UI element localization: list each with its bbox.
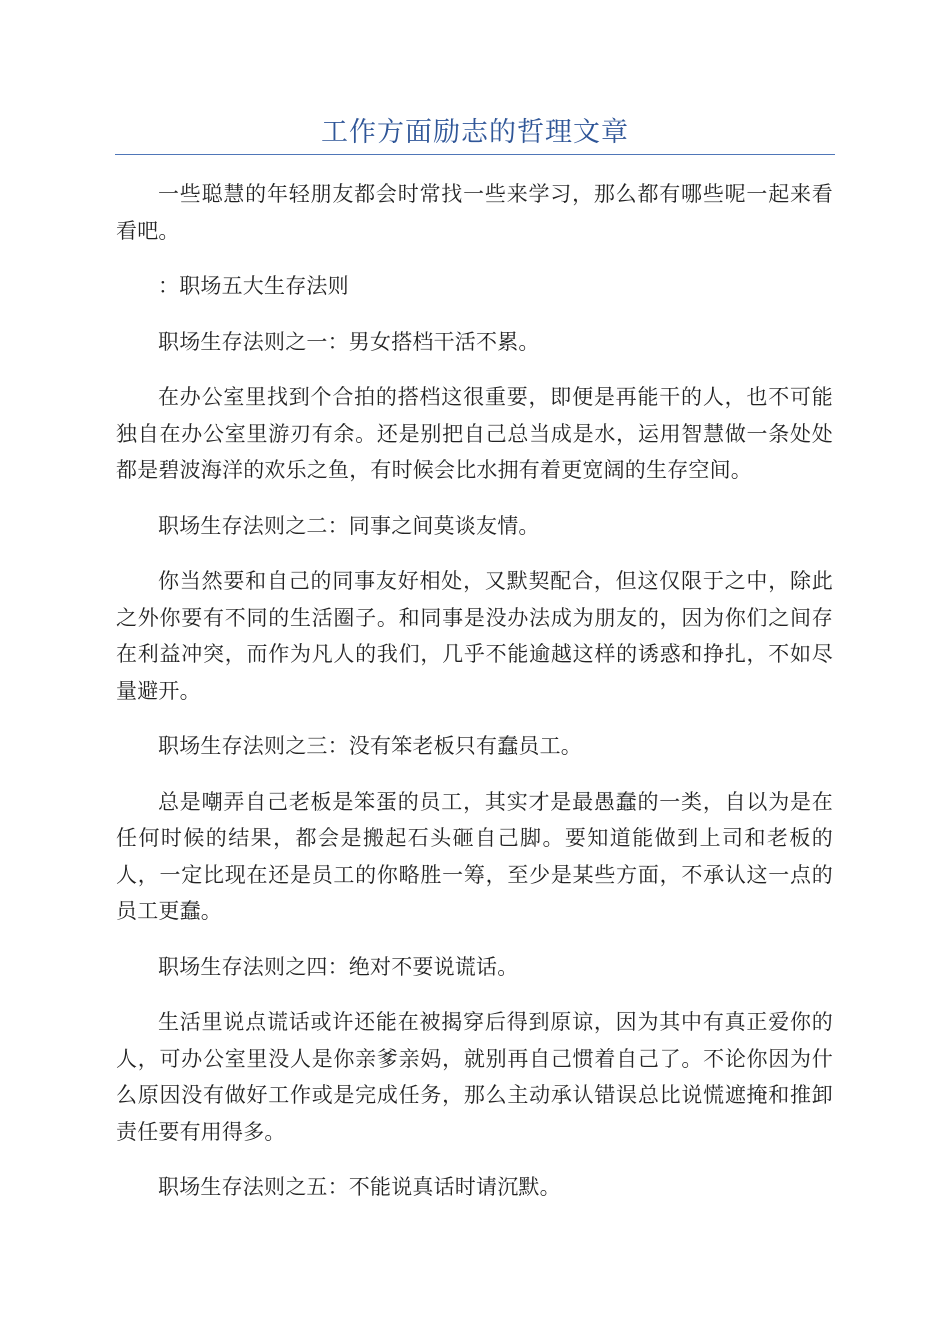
paragraph-rule-4-heading: 职场生存法则之四：绝对不要说谎话。 [158, 954, 519, 979]
title-underline [115, 154, 835, 155]
paragraph-rule-3-heading: 职场生存法则之三：没有笨老板只有蠢员工。 [158, 734, 582, 758]
paragraph-rule-1-heading: 职场生存法则之一：男女搭档干活不累。 [158, 329, 540, 354]
document-body [116, 176, 833, 1225]
paragraph-intro: 一些聪慧的年轻朋友都会时常找一些来学习，那么都有哪些呢一起来看看吧。 [116, 182, 833, 243]
paragraph-rule-2-heading: 职场生存法则之二：同事之间莫谈友情。 [158, 513, 540, 538]
paragraph-rule-5-heading: 职场生存法则之五：不能说真话时请沉默。 [158, 1175, 561, 1199]
paragraph-section-heading: ：职场五大生存法则 [158, 274, 349, 298]
paragraph-rule-4-body: 生活里说点谎话或许还能在被揭穿后得到原谅，因为其中有真正爱你的人，可办公室里没人是你亲爹亲妈，就别再自己惯着自己了。不论你因为什么原因没有做好工作或是完成任务，那么主动承认错误总比说慌遮掩和推卸责任要有用得多。 [116, 1010, 833, 1144]
paragraph-rule-1-body: 在办公室里找到个合拍的搭档这很重要，即便是再能干的人，也不可能独自在办公室里游刃有余。还是别把自己总当成是水，运用智慧做一条处处都是碧波海洋的欢乐之鱼，有时候会比水拥有着更宽阔的生存空间。 [116, 385, 833, 482]
paragraph-rule-3-body: 总是嘲弄自己老板是笨蛋的员工，其实才是最愚蠢的一类，自以为是在任何时候的结果，都会是搬起石头砸自己脚。要知道能做到上司和老板的人，一定比现在还是员工的你略胜一筹，至少是某些方面，不承认这一点的员工更蠢。 [116, 789, 833, 923]
document-title: 工作方面励志的哲理文章 [321, 117, 629, 148]
paragraph-rule-2-body: 你当然要和自己的同事友好相处，又默契配合，但这仅限于之中，除此之外你要有不同的生活圈子。和同事是没办法成为朋友的，因为你们之间存在利益冲突，而作为凡人的我们，几乎不能逾越这样的诱惑和挣扎，不如尽量避开。 [116, 569, 833, 703]
